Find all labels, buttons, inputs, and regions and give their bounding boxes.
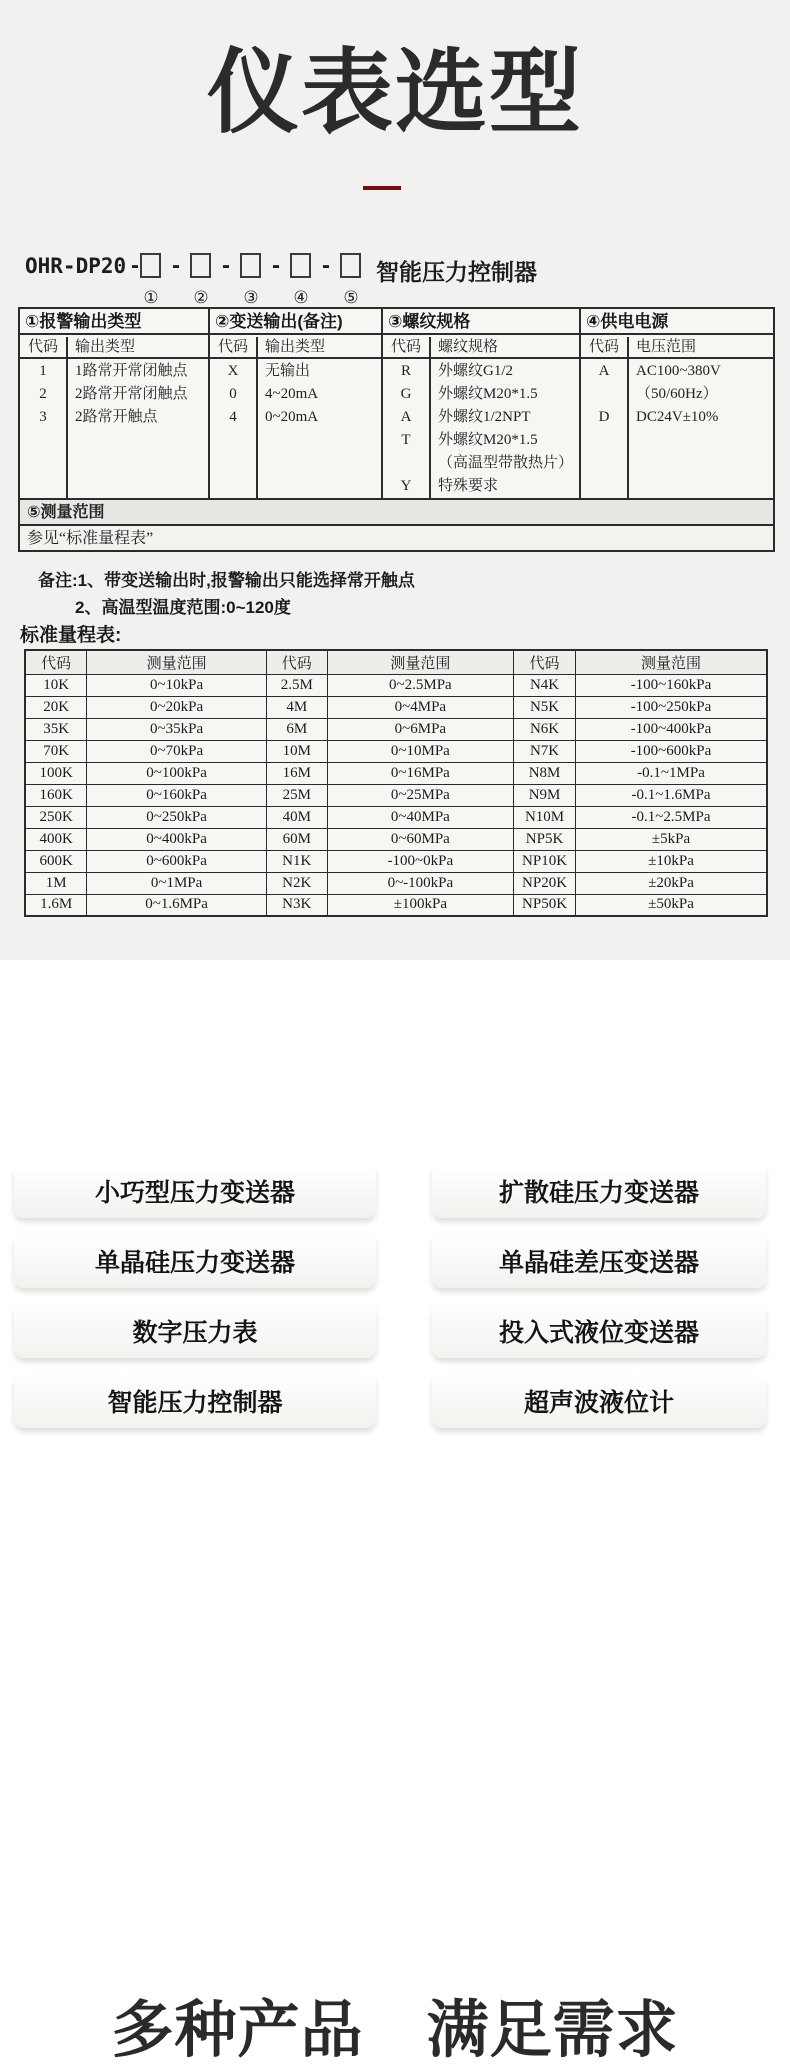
range-cell: ±5kPa xyxy=(576,828,767,850)
code-cell: 400K xyxy=(25,828,87,850)
code-cell: NP5K xyxy=(514,828,576,850)
code-cell: 2.5M xyxy=(266,674,327,696)
model-code-box-4 xyxy=(290,253,311,278)
model-dash: - xyxy=(322,252,330,279)
code-cell: 70K xyxy=(25,740,87,762)
range-cell: -100~0kPa xyxy=(327,850,513,872)
code-cell: N7K xyxy=(514,740,576,762)
range-cell: 0~4MPa xyxy=(327,696,513,718)
note-line-2: 2、高温型温度范围:0~120度 xyxy=(75,598,291,617)
selection-table xyxy=(18,307,775,552)
range-table-row xyxy=(25,806,767,828)
section-title: ②变送输出(备注) xyxy=(210,309,381,335)
note-text-1: 1、带变送输出时,报警输出只能选择常开触点 xyxy=(77,571,415,590)
selection-row xyxy=(383,383,579,406)
value-cell: 2路常开常闭触点 xyxy=(75,386,188,402)
products-heading: 多种产品 满足需求 xyxy=(111,1996,679,2065)
value-header: 输出类型 xyxy=(265,339,326,355)
section-body xyxy=(20,359,208,498)
note-label: 备注: xyxy=(38,571,78,590)
code-cell: N2K xyxy=(266,872,327,894)
product-button[interactable]: 超声波液位计 xyxy=(432,1373,766,1428)
title-divider xyxy=(363,186,401,190)
code-cell: NP20K xyxy=(514,872,576,894)
code-cell: 250K xyxy=(25,806,87,828)
code-cell: 10K xyxy=(25,674,87,696)
code-cell: N6K xyxy=(514,718,576,740)
selection-row xyxy=(20,406,208,429)
selection-row xyxy=(581,383,773,406)
range-table-body xyxy=(25,674,767,916)
value-cell: 特殊要求 xyxy=(438,478,499,494)
value-cell: 1路常开常闭触点 xyxy=(75,363,188,379)
range-cell: ±20kPa xyxy=(576,872,767,894)
product-button-grid xyxy=(14,1163,766,1428)
value-header: 输出类型 xyxy=(75,339,136,355)
position-marker: ② xyxy=(193,288,209,307)
code-cell: T xyxy=(401,432,411,448)
section-subheader xyxy=(210,335,381,359)
value-cell: （高温型带散热片） xyxy=(438,455,574,471)
product-button[interactable]: 单晶硅压力变送器 xyxy=(14,1233,376,1288)
range-table-row xyxy=(25,828,767,850)
code-cell: 16M xyxy=(266,762,327,784)
model-dash: - xyxy=(222,252,230,279)
col-header-code-3: 代码 xyxy=(514,650,576,674)
product-button[interactable]: 单晶硅差压变送器 xyxy=(432,1233,766,1288)
value-cell: DC24V±10% xyxy=(636,409,719,425)
selection-row xyxy=(20,360,208,383)
selection-row xyxy=(210,383,381,406)
range-cell: 0~10MPa xyxy=(327,740,513,762)
range-cell: 0~35kPa xyxy=(87,718,266,740)
code-header: 代码 xyxy=(588,339,619,355)
code-header: 代码 xyxy=(27,339,58,355)
code-cell: 1 xyxy=(39,363,47,379)
code-cell: 40M xyxy=(266,806,327,828)
range-table-row xyxy=(25,894,767,916)
measure-range-value: 参见“标准量程表” xyxy=(20,524,773,550)
section-subheader xyxy=(20,335,208,359)
code-cell: N9M xyxy=(514,784,576,806)
range-table-header-row xyxy=(25,650,767,674)
code-cell: A xyxy=(400,409,412,425)
range-cell: 0~10kPa xyxy=(87,674,266,696)
range-cell: 0~2.5MPa xyxy=(327,674,513,696)
col-header-range-2: 测量范围 xyxy=(327,650,513,674)
position-marker: ⑤ xyxy=(343,288,359,307)
range-table-row xyxy=(25,784,767,806)
range-cell: -100~600kPa xyxy=(576,740,767,762)
range-table-row xyxy=(25,740,767,762)
range-cell: -100~250kPa xyxy=(576,696,767,718)
code-cell: 600K xyxy=(25,850,87,872)
standard-range-table xyxy=(24,649,768,917)
model-name: 智能压力控制器 xyxy=(376,259,537,285)
code-cell: 100K xyxy=(25,762,87,784)
model-code-box-2 xyxy=(190,253,211,278)
range-cell: 0~1.6MPa xyxy=(87,894,266,916)
code-cell: 3 xyxy=(39,409,47,425)
notes xyxy=(38,567,415,621)
product-button[interactable]: 数字压力表 xyxy=(14,1303,376,1358)
selection-row xyxy=(383,475,579,498)
value-cell: 2路常开触点 xyxy=(75,409,158,425)
code-cell: Y xyxy=(400,478,412,494)
code-cell: 6M xyxy=(266,718,327,740)
code-cell: 60M xyxy=(266,828,327,850)
range-cell: 0~250kPa xyxy=(87,806,266,828)
range-cell: 0~600kPa xyxy=(87,850,266,872)
code-cell: N10M xyxy=(514,806,576,828)
section-power-supply xyxy=(581,309,773,498)
selection-row xyxy=(383,360,579,383)
range-table-row xyxy=(25,718,767,740)
model-dash: - xyxy=(272,252,280,279)
code-header: 代码 xyxy=(390,339,421,355)
section-title: ①报警输出类型 xyxy=(20,309,208,335)
value-cell: 无输出 xyxy=(265,363,311,379)
range-cell: ±10kPa xyxy=(576,850,767,872)
range-cell: 0~100kPa xyxy=(87,762,266,784)
position-marker: ① xyxy=(143,288,159,307)
product-button[interactable]: 扩散硅压力变送器 xyxy=(432,1163,766,1218)
selection-row xyxy=(20,383,208,406)
selection-section xyxy=(0,0,790,960)
value-cell: AC100~380V xyxy=(636,363,721,379)
range-cell: 0~400kPa xyxy=(87,828,266,850)
model-prefix: OHR-DP20 xyxy=(25,254,127,278)
range-cell: -100~160kPa xyxy=(576,674,767,696)
value-cell: （50/60Hz） xyxy=(636,386,718,402)
code-header: 代码 xyxy=(217,339,248,355)
section-title: ④供电电源 xyxy=(581,309,773,335)
model-code-box-5 xyxy=(340,253,361,278)
selection-row xyxy=(581,406,773,429)
value-cell: 外螺纹M20*1.5 xyxy=(438,386,538,402)
selection-row xyxy=(383,406,579,429)
measure-range-header: ⑤测量范围 xyxy=(20,498,773,524)
page-title: 仪表选型 xyxy=(206,42,583,144)
code-cell: N8M xyxy=(514,762,576,784)
range-table-label: 标准量程表: xyxy=(20,625,122,646)
value-header: 螺纹规格 xyxy=(438,339,499,355)
range-cell: -0.1~1MPa xyxy=(576,762,767,784)
range-cell: ±50kPa xyxy=(576,894,767,916)
col-header-code-2: 代码 xyxy=(266,650,327,674)
selection-row xyxy=(383,429,579,452)
note-line-1 xyxy=(38,567,415,594)
range-table-row xyxy=(25,696,767,718)
code-cell: 20K xyxy=(25,696,87,718)
section-subheader xyxy=(383,335,579,359)
range-cell: 0~20kPa xyxy=(87,696,266,718)
range-cell: -0.1~2.5MPa xyxy=(576,806,767,828)
range-cell: 0~60MPa xyxy=(327,828,513,850)
section-body xyxy=(210,359,381,498)
range-cell: ±100kPa xyxy=(327,894,513,916)
code-cell: 4 xyxy=(229,409,237,425)
code-cell: 10M xyxy=(266,740,327,762)
value-cell: 外螺纹M20*1.5 xyxy=(438,432,538,448)
code-cell: G xyxy=(400,386,412,402)
selection-row xyxy=(210,360,381,383)
range-cell: 0~6MPa xyxy=(327,718,513,740)
range-table-row xyxy=(25,674,767,696)
section-subheader xyxy=(581,335,773,359)
range-cell: 0~160kPa xyxy=(87,784,266,806)
selection-table-sections xyxy=(20,309,773,498)
range-cell: 0~16MPa xyxy=(327,762,513,784)
range-cell: -100~400kPa xyxy=(576,718,767,740)
selection-row xyxy=(581,360,773,383)
selection-row xyxy=(383,452,579,475)
col-header-range-3: 测量范围 xyxy=(576,650,767,674)
code-cell: N1K xyxy=(266,850,327,872)
code-cell: A xyxy=(598,363,610,379)
range-cell: 0~25MPa xyxy=(327,784,513,806)
model-code-box-3 xyxy=(240,253,261,278)
code-cell: 25M xyxy=(266,784,327,806)
range-table-head xyxy=(25,650,767,674)
col-header-range-1: 测量范围 xyxy=(87,650,266,674)
model-dash: - xyxy=(131,252,139,279)
code-cell: 0 xyxy=(229,386,237,402)
position-markers xyxy=(0,288,790,308)
section-alarm-output xyxy=(20,309,210,498)
range-cell: 0~1MPa xyxy=(87,872,266,894)
value-cell: 外螺纹1/2NPT xyxy=(438,409,531,425)
range-cell: -0.1~1.6MPa xyxy=(576,784,767,806)
range-table-row xyxy=(25,850,767,872)
model-dash: - xyxy=(172,252,180,279)
code-cell: 1.6M xyxy=(25,894,87,916)
product-button[interactable]: 小巧型压力变送器 xyxy=(14,1163,376,1218)
code-cell: 4M xyxy=(266,696,327,718)
range-cell: 0~40MPa xyxy=(327,806,513,828)
value-cell: 0~20mA xyxy=(265,409,319,425)
code-cell: D xyxy=(598,409,610,425)
range-table-row xyxy=(25,872,767,894)
code-cell: N4K xyxy=(514,674,576,696)
code-cell: NP10K xyxy=(514,850,576,872)
code-cell: N5K xyxy=(514,696,576,718)
code-cell xyxy=(581,383,627,406)
code-cell: R xyxy=(400,363,411,379)
range-table-row xyxy=(25,762,767,784)
code-cell: 1M xyxy=(25,872,87,894)
section-thread-spec xyxy=(383,309,581,498)
value-header: 电压范围 xyxy=(636,339,697,355)
value-cell: 4~20mA xyxy=(265,386,319,402)
model-code xyxy=(0,252,790,285)
code-cell: X xyxy=(227,363,239,379)
value-cell: 外螺纹G1/2 xyxy=(438,363,514,379)
col-header-code-1: 代码 xyxy=(25,650,87,674)
code-cell: 35K xyxy=(25,718,87,740)
code-cell xyxy=(383,452,429,475)
code-cell: 160K xyxy=(25,784,87,806)
range-cell: 0~70kPa xyxy=(87,740,266,762)
code-cell: N3K xyxy=(266,894,327,916)
code-cell: 2 xyxy=(39,386,47,402)
model-code-box-1 xyxy=(140,253,161,278)
product-button[interactable]: 智能压力控制器 xyxy=(14,1373,376,1428)
section-title: ③螺纹规格 xyxy=(383,309,579,335)
section-body xyxy=(383,359,579,498)
position-marker: ③ xyxy=(243,288,259,307)
code-cell: NP50K xyxy=(514,894,576,916)
range-cell: 0~-100kPa xyxy=(327,872,513,894)
section-transmit-output xyxy=(210,309,383,498)
position-marker: ④ xyxy=(293,288,309,307)
section-body xyxy=(581,359,773,498)
product-button[interactable]: 投入式液位变送器 xyxy=(432,1303,766,1358)
selection-row xyxy=(210,406,381,429)
